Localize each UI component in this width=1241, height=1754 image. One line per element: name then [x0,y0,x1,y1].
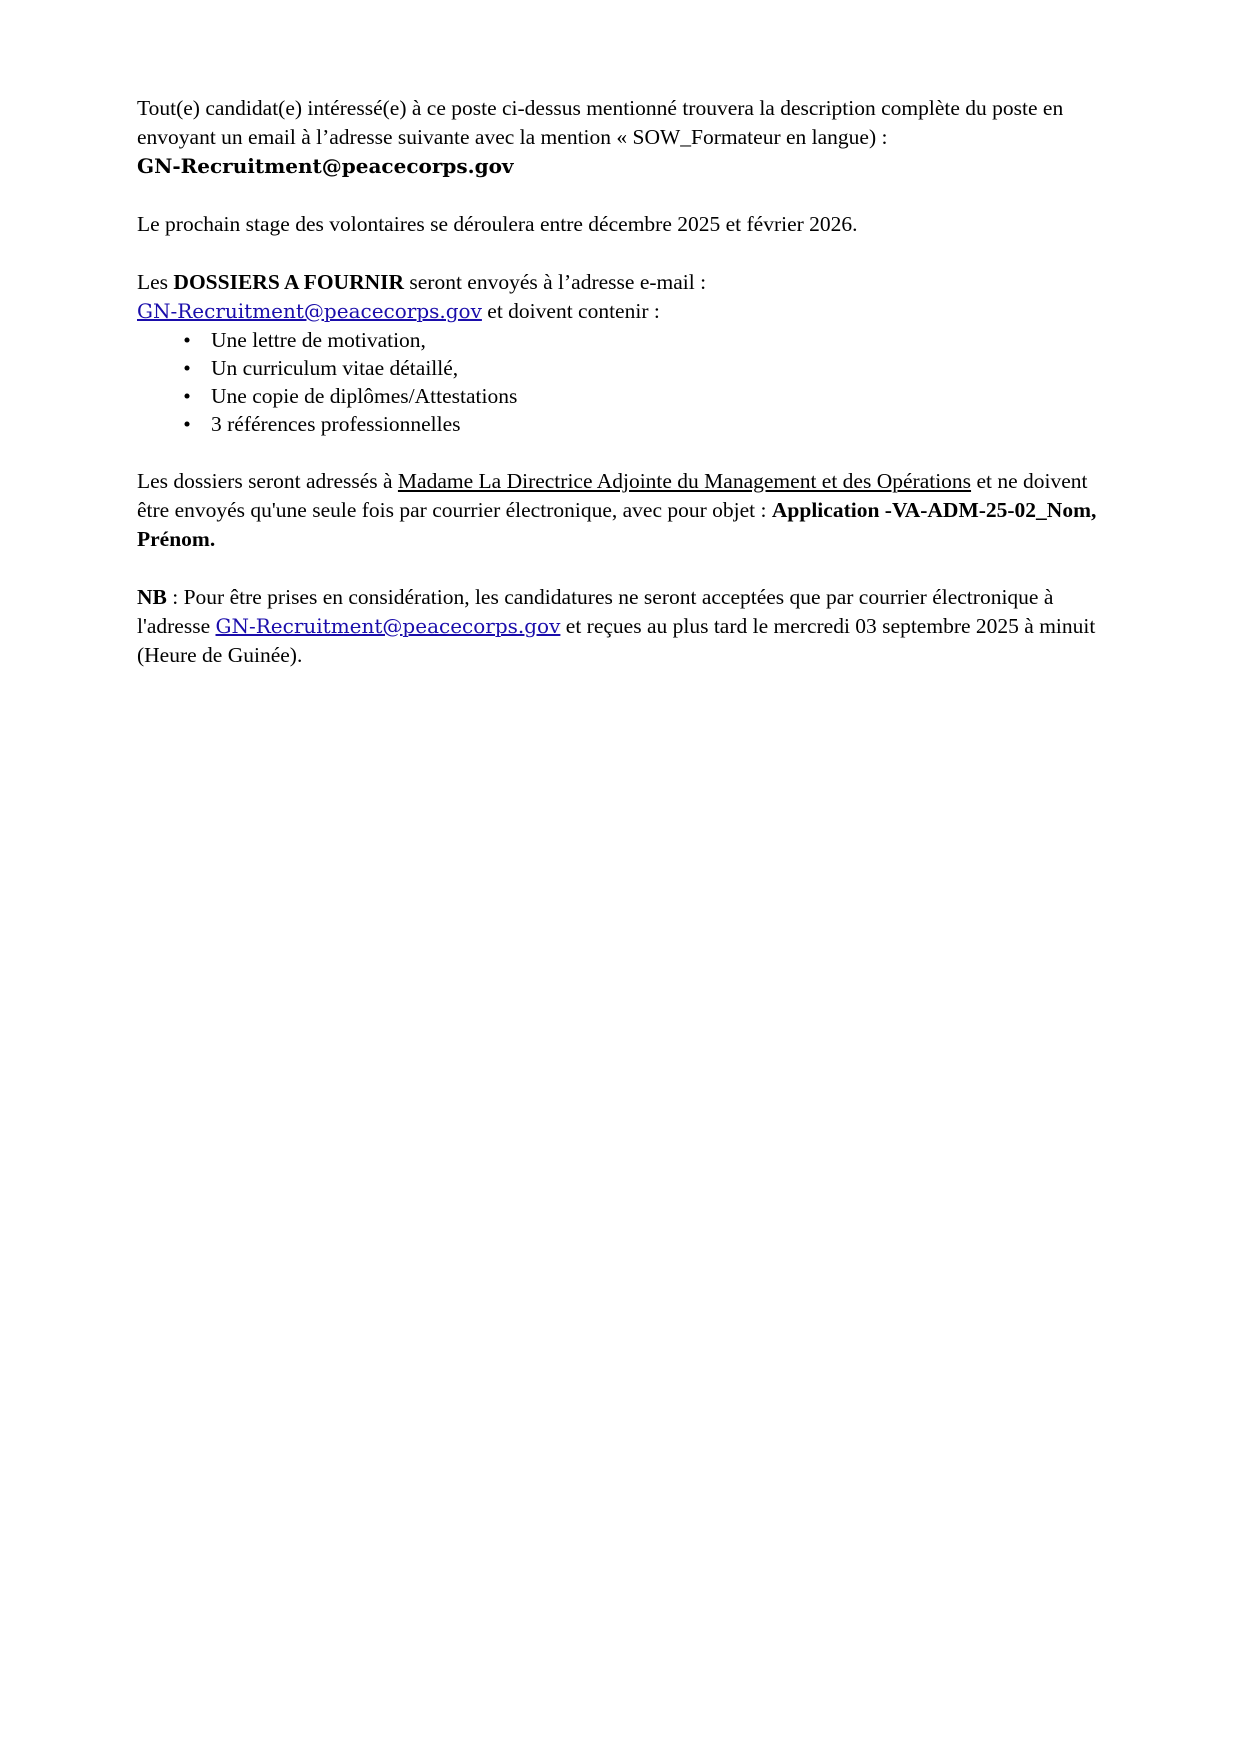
list-item-text: Une lettre de motivation, [211,328,426,352]
dossiers-email-link[interactable]: GN-Recruitment@peacecorps.gov [137,299,482,323]
dossiers-prefix: Les [137,270,174,294]
intro-paragraph [137,94,1097,181]
list-item [137,326,1097,354]
adresse-prefix: Les dossiers seront adressés à [137,469,398,493]
adresse-middle: et ne doivent être envoyés qu'une seule fois par courrier électronique, avec pour objet : [137,469,1088,522]
adresse-recipient: Madame La Directrice Adjointe du Management et des Opérations [397,469,972,493]
intro-email: GN-Recruitment@peacecorps.gov [137,154,514,178]
bullet-icon: • [183,384,191,408]
dossiers-intro [137,268,1097,326]
dossiers-heading: DOSSIERS A FOURNIR [173,270,405,294]
nb-text-1: : Pour être prises en considération, les candidatures ne seront acceptées que par courrier électronique à l'adresse [137,585,1054,638]
dossiers-section [137,268,1097,438]
nb-text-2: et reçues au plus tard le mercredi 03 septembre 2025 à minuit (Heure de Guinée). [137,614,1096,667]
list-item [137,410,1097,438]
adresse-paragraph [137,467,1097,554]
list-item-text: 3 références professionnelles [211,412,461,436]
bullet-icon: • [183,356,191,380]
list-item-text: Un curriculum vitae détaillé, [211,356,459,380]
bullet-icon: • [183,328,191,352]
adresse-subject: Application -VA-ADM-25-02_Nom, Prénom. [137,498,1097,551]
intro-text: Tout(e) candidat(e) intéressé(e) à ce poste ci-dessus mentionné trouvera la description complète du poste en envoyant un email à l’adresse suivante avec la mention « SOW_Formateur en langue) : [137,96,1064,149]
nb-email-link[interactable]: GN-Recruitment@peacecorps.gov [215,614,561,638]
dossiers-suffix: seront envoyés à l’adresse e-mail : [404,270,707,294]
dossiers-after-email: et doivent contenir : [481,299,660,323]
documents-list [137,326,1097,438]
nb-paragraph [137,583,1097,670]
list-item-text: Une copie de diplômes/Attestations [211,384,518,408]
nb-label: NB [137,585,167,609]
stage-paragraph: Le prochain stage des volontaires se déroulera entre décembre 2025 et février 2026. [137,212,858,236]
list-item [137,354,1097,382]
document-body [137,94,1097,670]
bullet-icon: • [183,412,191,436]
list-item [137,382,1097,410]
